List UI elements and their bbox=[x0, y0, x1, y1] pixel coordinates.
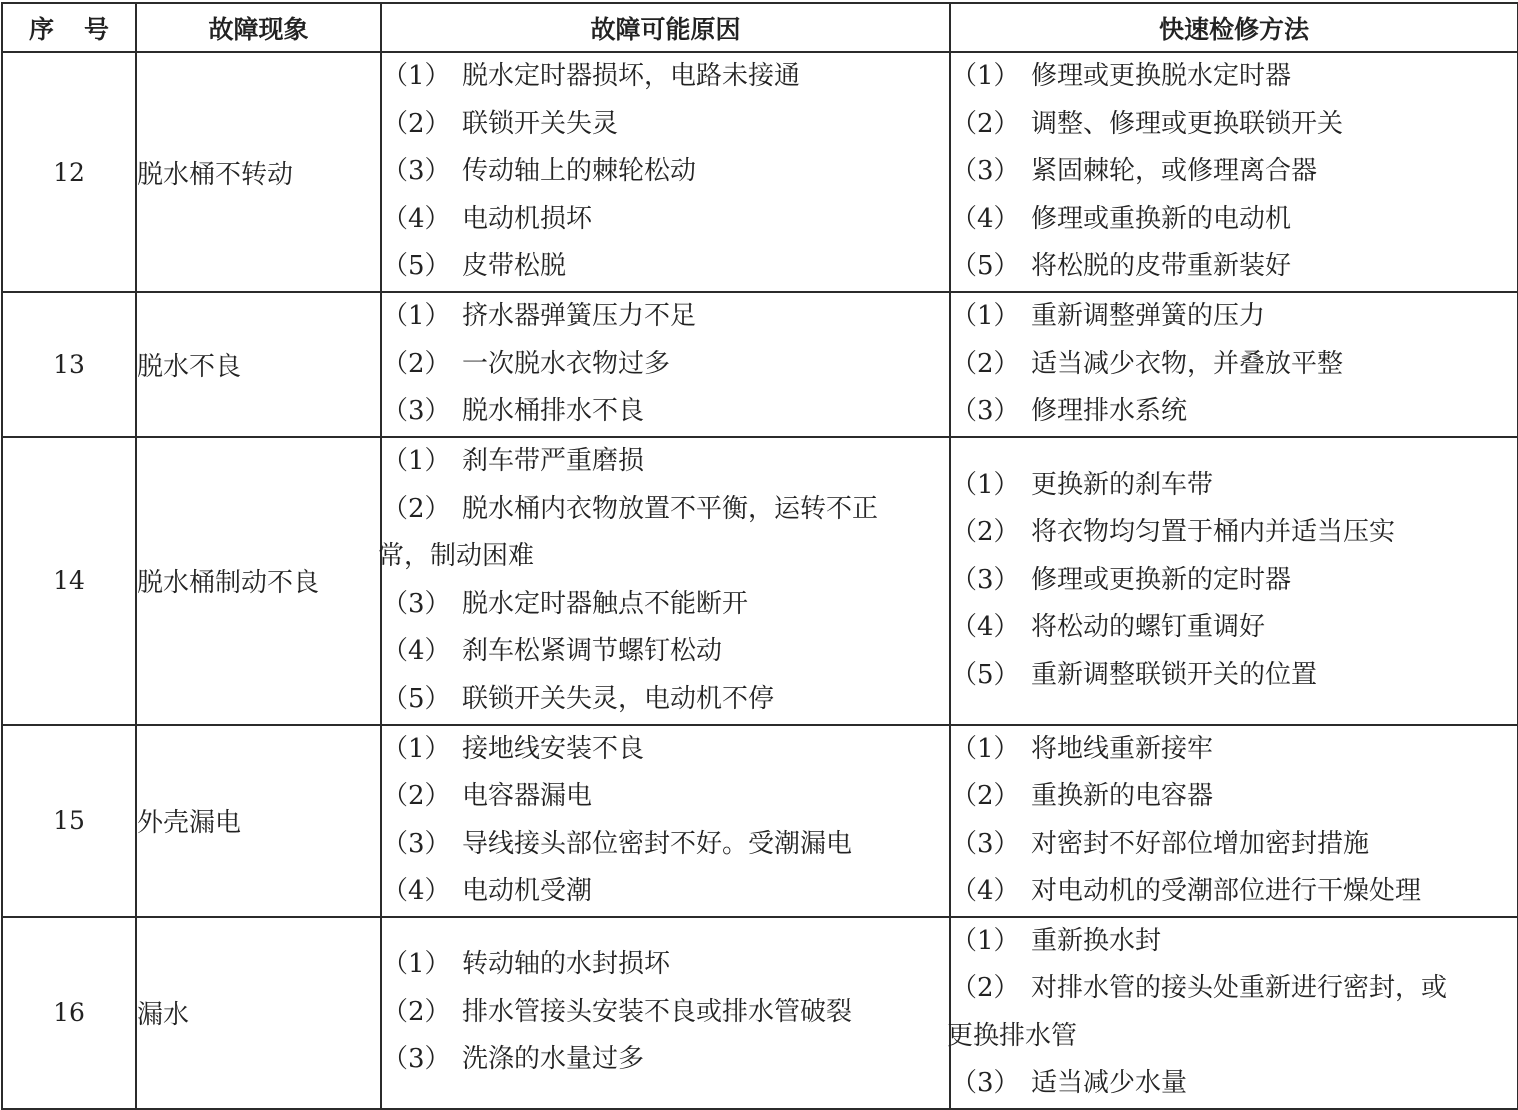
item-number: （1） bbox=[382, 61, 451, 92]
method-item bbox=[951, 462, 1517, 510]
cause-item bbox=[382, 53, 949, 101]
cause-item bbox=[382, 486, 949, 534]
item-text: 脱水定时器触点不能断开 bbox=[462, 588, 749, 619]
item-number: （1） bbox=[951, 469, 1020, 500]
cause-item bbox=[382, 773, 949, 821]
item-number: （2） bbox=[951, 517, 1020, 548]
item-number: （3） bbox=[382, 396, 451, 426]
fault-symptom: 漏水 bbox=[136, 917, 381, 1109]
item-text: 适当减少衣物，并叠放平整 bbox=[1031, 348, 1344, 379]
item-number: （1） bbox=[382, 949, 451, 980]
item-number: （3） bbox=[951, 564, 1020, 595]
item-number: （2） bbox=[951, 108, 1020, 139]
item-text: 一次脱水衣物过多 bbox=[462, 348, 671, 379]
method-item bbox=[951, 557, 1517, 605]
cause-item bbox=[382, 243, 949, 291]
method-cell bbox=[947, 917, 1518, 1109]
item-number: （2） bbox=[382, 108, 451, 139]
method-item bbox=[951, 388, 1517, 436]
cause-item bbox=[382, 388, 949, 436]
item-number: （1） bbox=[951, 301, 1020, 331]
item-text: 紧固棘轮，或修理离合器 bbox=[1031, 156, 1318, 187]
item-text: 调整、修理或更换联锁开关 bbox=[1031, 108, 1344, 139]
item-number: （3） bbox=[382, 1044, 451, 1075]
cause-cell bbox=[381, 917, 950, 1109]
cause-cell bbox=[381, 52, 950, 292]
item-number: （3） bbox=[382, 588, 451, 619]
item-number: （4） bbox=[951, 876, 1020, 906]
header-row bbox=[2, 3, 1518, 52]
method-item bbox=[951, 1060, 1517, 1108]
method-cell bbox=[950, 437, 1518, 725]
cause-item bbox=[382, 676, 949, 724]
item-text: 对排水管的接头处重新进行密封，或 bbox=[1031, 973, 1448, 1003]
method-item bbox=[951, 101, 1517, 149]
cause-item bbox=[382, 868, 949, 916]
item-number: （2） bbox=[382, 493, 451, 524]
fault-symptom: 脱水不良 bbox=[136, 292, 381, 437]
item-text: 电动机受潮 bbox=[462, 876, 593, 906]
row-number: 14 bbox=[2, 437, 136, 725]
row-number: 15 bbox=[2, 725, 136, 917]
cause-item bbox=[382, 148, 949, 196]
method-item bbox=[951, 868, 1517, 916]
method-item bbox=[951, 53, 1517, 101]
item-number: （3） bbox=[951, 396, 1020, 426]
item-text: 适当减少水量 bbox=[1031, 1068, 1188, 1098]
item-number: （4） bbox=[382, 876, 451, 906]
method-item bbox=[951, 196, 1517, 244]
row-number: 12 bbox=[2, 52, 136, 292]
item-number: （1） bbox=[382, 446, 451, 476]
item-number: （1） bbox=[951, 733, 1020, 764]
item-text: 重换新的电容器 bbox=[1031, 781, 1214, 811]
fault-symptom: 外壳漏电 bbox=[136, 725, 381, 917]
item-number: （3） bbox=[382, 156, 451, 187]
method-cell bbox=[950, 292, 1518, 437]
item-text: 电容器漏电 bbox=[462, 781, 593, 811]
table-row bbox=[2, 917, 1518, 1109]
row-number: 13 bbox=[2, 292, 136, 437]
method-item bbox=[951, 821, 1517, 869]
cause-cell bbox=[378, 437, 950, 725]
method-cell bbox=[950, 52, 1518, 292]
item-text-continued: 更换排水管 bbox=[947, 1020, 1078, 1051]
item-number: （4） bbox=[951, 203, 1020, 234]
cause-cell bbox=[381, 292, 950, 437]
item-number: （1） bbox=[951, 925, 1020, 956]
cause-item bbox=[382, 101, 949, 149]
item-text-continued: 常，制动困难 bbox=[378, 541, 535, 571]
table-row bbox=[2, 52, 1518, 292]
item-text: 将松动的螺钉重调好 bbox=[1031, 612, 1266, 643]
cause-item bbox=[382, 628, 949, 676]
item-number: （3） bbox=[382, 828, 451, 859]
item-number: （2） bbox=[382, 348, 451, 379]
item-text: 刹车松紧调节螺钉松动 bbox=[462, 636, 723, 666]
cause-item bbox=[382, 581, 949, 629]
item-number: （1） bbox=[951, 61, 1020, 92]
item-number: （2） bbox=[382, 996, 451, 1027]
item-text: 脱水定时器损坏，电路未接通 bbox=[462, 61, 801, 92]
item-text: 脱水桶内衣物放置不平衡，运转不正 bbox=[462, 493, 879, 524]
item-text: 修理或重换新的电动机 bbox=[1031, 203, 1292, 234]
method-item bbox=[951, 341, 1517, 389]
item-number: （3） bbox=[951, 156, 1020, 187]
item-text: 接地线安装不良 bbox=[462, 733, 645, 764]
item-text: 导线接头部位密封不好。受潮漏电 bbox=[462, 828, 853, 859]
item-text: 刹车带严重磨损 bbox=[462, 446, 645, 476]
method-item bbox=[951, 726, 1517, 774]
item-text: 修理排水系统 bbox=[1031, 396, 1188, 426]
item-number: （1） bbox=[382, 301, 451, 331]
item-number: （2） bbox=[951, 348, 1020, 379]
method-item bbox=[951, 773, 1517, 821]
fault-symptom: 脱水桶不转动 bbox=[136, 52, 381, 292]
item-text: 修理或更换脱水定时器 bbox=[1031, 61, 1292, 92]
item-number: （2） bbox=[951, 973, 1020, 1003]
method-item bbox=[951, 965, 1517, 1013]
table-row bbox=[2, 437, 1518, 725]
header-no bbox=[2, 3, 136, 52]
method-item bbox=[951, 604, 1517, 652]
table-row bbox=[2, 292, 1518, 437]
cause-item bbox=[382, 1036, 949, 1084]
item-text: 传动轴上的棘轮松动 bbox=[462, 156, 697, 187]
item-text: 对电动机的受潮部位进行干燥处理 bbox=[1031, 876, 1422, 906]
cause-item bbox=[382, 341, 949, 389]
cause-item bbox=[382, 726, 949, 774]
item-text: 联锁开关失灵 bbox=[462, 108, 619, 139]
header-no-b: 号 bbox=[84, 14, 110, 44]
cause-item bbox=[382, 941, 949, 989]
cause-item bbox=[382, 989, 949, 1037]
item-number: （5） bbox=[382, 683, 451, 714]
item-number: （5） bbox=[951, 659, 1020, 690]
cause-item bbox=[382, 821, 949, 869]
table-body bbox=[2, 52, 1518, 1109]
method-item bbox=[951, 148, 1517, 196]
item-text: 对密封不好部位增加密封措施 bbox=[1031, 828, 1370, 859]
item-number: （4） bbox=[382, 203, 451, 234]
method-item bbox=[951, 293, 1517, 341]
item-text: 挤水器弹簧压力不足 bbox=[462, 301, 697, 331]
item-number: （4） bbox=[951, 612, 1020, 643]
item-text: 转动轴的水封损坏 bbox=[462, 949, 671, 980]
cause-cell bbox=[381, 725, 950, 917]
cause-item bbox=[382, 438, 949, 486]
item-text: 将松脱的皮带重新装好 bbox=[1031, 251, 1292, 282]
item-text: 皮带松脱 bbox=[462, 251, 567, 282]
fault-symptom: 脱水桶制动不良 bbox=[136, 437, 381, 725]
item-number: （4） bbox=[382, 636, 451, 666]
item-text: 重新调整联锁开关的位置 bbox=[1031, 659, 1318, 690]
item-text: 排水管接头安装不良或排水管破裂 bbox=[462, 996, 853, 1027]
item-number: （3） bbox=[951, 1068, 1020, 1098]
item-text: 将衣物均匀置于桶内并适当压实 bbox=[1031, 517, 1396, 548]
item-text: 电动机损坏 bbox=[462, 203, 593, 234]
table-row bbox=[2, 725, 1518, 917]
cause-item bbox=[382, 293, 949, 341]
item-number: （2） bbox=[951, 781, 1020, 811]
method-item bbox=[951, 652, 1517, 700]
row-number: 16 bbox=[2, 917, 136, 1109]
item-text: 重新调整弹簧的压力 bbox=[1031, 301, 1266, 331]
item-number: （2） bbox=[382, 781, 451, 811]
header-symptom: 故障现象 bbox=[136, 3, 381, 52]
method-item bbox=[951, 509, 1517, 557]
header-cause: 故障可能原因 bbox=[381, 3, 950, 52]
cause-item bbox=[382, 196, 949, 244]
item-text: 洗涤的水量过多 bbox=[462, 1044, 645, 1075]
item-text: 更换新的刹车带 bbox=[1031, 469, 1214, 500]
item-text: 修理或更换新的定时器 bbox=[1031, 564, 1292, 595]
header-method: 快速检修方法 bbox=[950, 3, 1518, 52]
item-number: （5） bbox=[951, 251, 1020, 282]
item-number: （1） bbox=[382, 733, 451, 764]
method-item bbox=[951, 243, 1517, 291]
method-item bbox=[951, 918, 1517, 966]
item-number: （3） bbox=[951, 828, 1020, 859]
item-text: 脱水桶排水不良 bbox=[462, 396, 645, 426]
item-text: 将地线重新接牢 bbox=[1031, 733, 1214, 764]
fault-table bbox=[1, 2, 1518, 1110]
item-text: 联锁开关失灵，电动机不停 bbox=[462, 683, 775, 714]
item-text: 重新换水封 bbox=[1031, 925, 1162, 956]
method-cell bbox=[950, 725, 1518, 917]
item-number: （5） bbox=[382, 251, 451, 282]
header-no-a: 序 bbox=[28, 14, 54, 44]
